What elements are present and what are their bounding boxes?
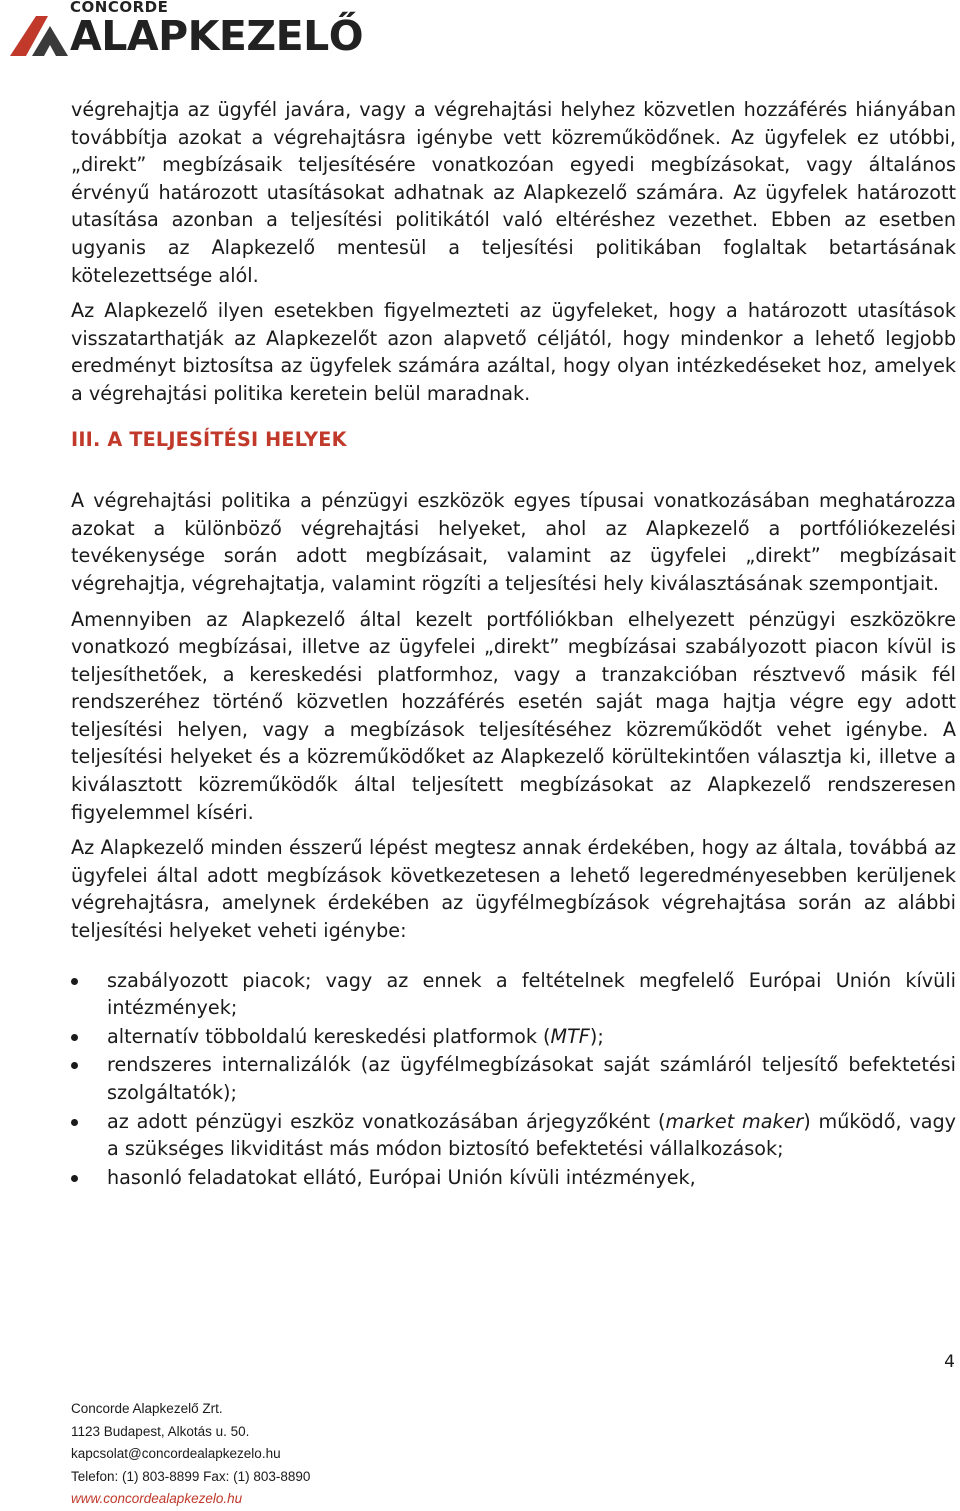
footer-address: 1123 Budapest, Alkotás u. 50.	[71, 1423, 250, 1439]
list-item-emphasis: MTF	[550, 1024, 590, 1048]
list-item-emphasis: market maker	[665, 1109, 804, 1133]
paragraph-1: végrehajtja az ügyfél javára, vagy a végrehajtási helyhez közvetlen hozzáférés hiányában továbbítja azokat a végrehajtásra igénybe vett közreműködőnek. Az ügyfelek ez utóbbi, „direkt” megbízásaik teljesítésére vonatkozóan egyedi megbízásokat, vagy általános érvényű határozott utasításokat adhatnak az Alapkezelő számára. Az ügyfelek határozott utasítása azonban a teljesítési politikától való eltéréshez vezethet. Ebben az esetben ugyanis az Alapkezelő mentesül a teljesítési politikában foglaltak betartásának kötelezettsége alól.	[71, 98, 956, 287]
bullet-icon	[71, 1062, 78, 1069]
document-body	[71, 96, 956, 1192]
venue-list	[71, 967, 956, 1192]
paragraph-2: Az Alapkezelő ilyen esetekben figyelmezteti az ügyfeleket, hogy a határozott utasítások visszatarthatják az Alapkezelőt azon alapvető céljától, hogy mindenkor a lehető legjobb eredményt biztosítsa az ügyfelek számára azáltal, hogy olyan intézkedéseket hoz, amelyek a végrehajtási politika keretein belül maradnak.	[71, 299, 956, 405]
footer-email-link[interactable]: kapcsolat@concordealapkezelo.hu	[71, 1446, 281, 1461]
bullet-icon	[71, 1175, 78, 1182]
list-item-text: ) működő, vagy a szükséges likviditást más módon biztosító befektetési vállalkozások;	[107, 1109, 956, 1161]
footer-website-link[interactable]: www.concordealapkezelo.hu	[71, 1491, 243, 1506]
list-item-text: az adott pénzügyi eszköz vonatkozásában árjegyzőként (	[107, 1109, 666, 1133]
list-item-text: rendszeres internalizálók (az ügyfélmegbízásokat saját számláról teljesítő befektetési szolgáltatók);	[107, 1053, 956, 1104]
paragraph-3: A végrehajtási politika a pénzügyi eszközök egyes típusai vonatkozásában meghatározza azokat a különböző végrehajtási helyeket, ahol az Alapkezelő a portfóliókezelési tevékenysége során adott megbízásait, valamint az ügyfelei „direkt” megbízásait végrehajtja, végrehajtatja, valamint rögzíti a teljesítési hely kiválasztásának szempontjait.	[71, 489, 956, 595]
list-item	[71, 1051, 956, 1106]
list-item-text: alternatív többoldalú kereskedési platformok (	[107, 1024, 551, 1048]
logo-big-text: ALAPKEZELŐ	[70, 12, 364, 60]
bullet-icon	[71, 1119, 78, 1126]
section-heading: III. A TELJESÍTÉSI HELYEK	[71, 427, 347, 451]
bullet-icon	[71, 978, 78, 985]
page-number: 4	[944, 1352, 955, 1372]
list-item	[71, 1108, 956, 1163]
list-item-text: );	[589, 1024, 604, 1048]
footer-company: Concorde Alapkezelő Zrt.	[71, 1401, 223, 1416]
paragraph-5: Az Alapkezelő minden ésszerű lépést megtesz annak érdekében, hogy az általa, továbbá az ügyfelei által adott megbízások következetesen a lehető legeredményesebben kerüljenek végrehajtásra, amelynek érdekében az ügyfélmegbízások végrehajtása során az alábbi teljesítési helyeket veheti igénybe:	[71, 836, 956, 943]
company-logo	[10, 0, 410, 60]
list-item	[71, 1023, 956, 1051]
footer	[71, 1398, 310, 1511]
paragraph-4: Amennyiben az Alapkezelő által kezelt portfóliókban elhelyezett pénzügyi eszközökre vonatkozó megbízásai, illetve az ügyfelei „direkt” megbízásai szabályozott piacon kívül is teljesíthetőek, a kereskedési platformhoz, vagy a tranzakcióban résztvevő másik fél rendszeréhez történő közvetlen hozzáférés esetén saját maga hajtja végre egy adott teljesítési helyen, vagy a megbízások teljesítéséhez közreműködőt vehet igénybe. A teljesítési helyeket és a közreműködőket az Alapkezelő körültekintően választja ki, illetve a kiválasztott közreműködők által teljesített megbízásokat az Alapkezelő rendszeresen figyelemmel kíséri.	[71, 607, 956, 824]
list-item-text: hasonló feladatokat ellátó, Európai Unión kívüli intézmények,	[107, 1165, 696, 1189]
list-item-text: szabályozott piacok; vagy az ennek a feltételnek megfelelő Európai Unión kívüli intézmények;	[107, 968, 956, 1020]
list-item	[71, 967, 956, 1022]
list-item	[71, 1164, 956, 1192]
footer-phone: Telefon: (1) 803-8899 Fax: (1) 803-8890	[71, 1468, 311, 1484]
bullet-icon	[71, 1034, 78, 1041]
logo-small-text: CONCORDE	[70, 0, 169, 16]
logo-triangle-icon	[10, 16, 72, 56]
